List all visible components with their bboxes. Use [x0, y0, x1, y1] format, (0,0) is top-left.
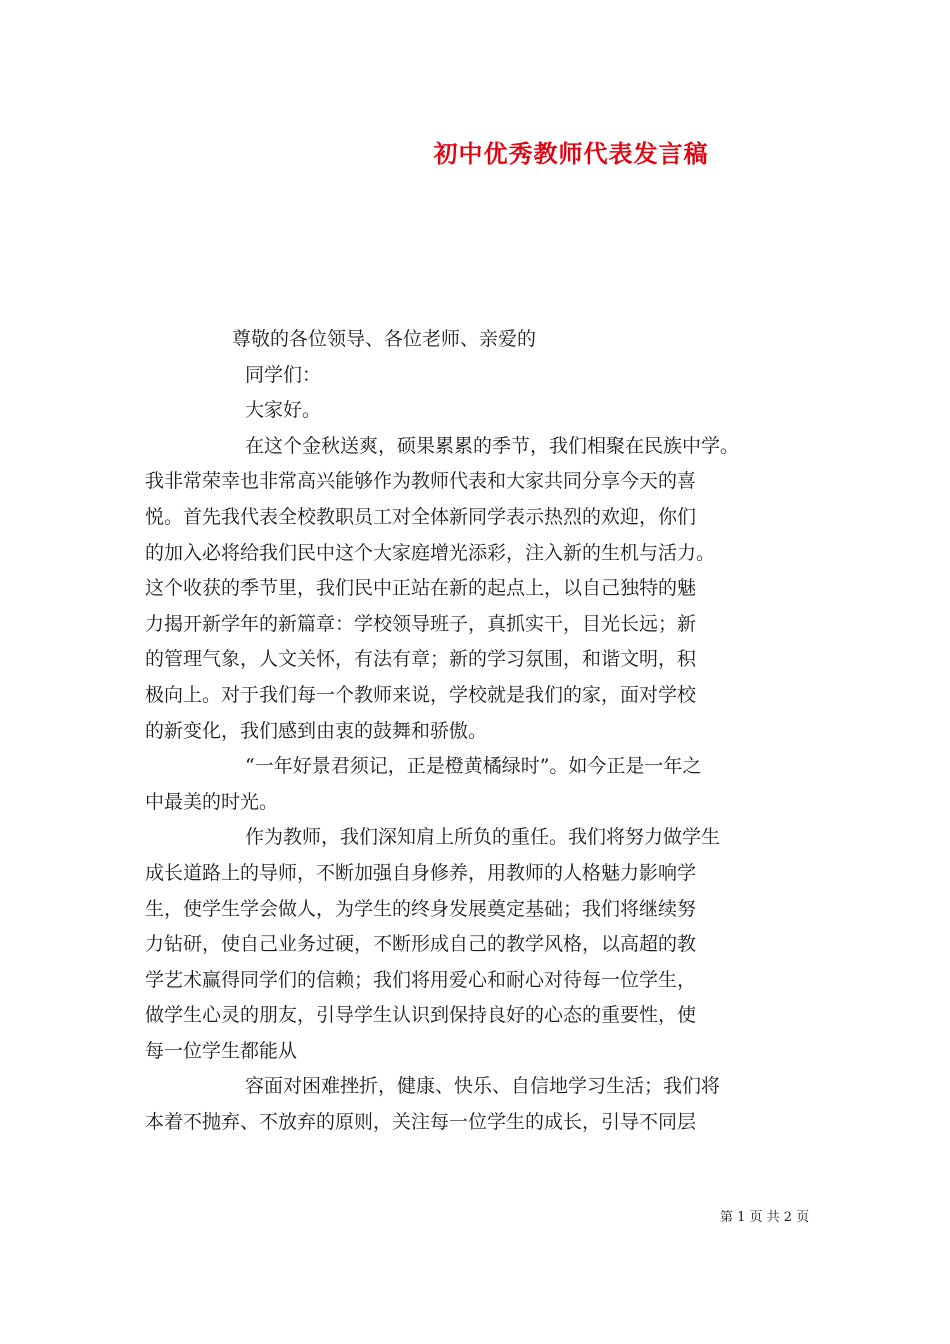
salutation-line: 尊敬的各位领导、各位老师、亲爱的 — [232, 328, 537, 350]
paragraph-line: 在这个金秋送爽，硕果累累的季节，我们相聚在民族中学。 — [245, 434, 740, 457]
paragraph-line: 中最美的时光。 — [145, 790, 279, 813]
paragraph-line: 每一位学生都能从 — [145, 1039, 298, 1062]
paragraph-line: 悦。首先我代表全校教职员工对全体新同学表示热烈的欢迎，你们 — [145, 505, 697, 528]
salutation-line: 同学们： — [245, 363, 322, 386]
paragraph-line: 我非常荣幸也非常高兴能够作为教师代表和大家共同分享今天的喜 — [145, 470, 697, 493]
paragraph-line: 生，使学生学会做人，为学生的终身发展奠定基础；我们将继续努 — [145, 897, 697, 920]
paragraph-line: 本着不抛弃、不放弃的原则，关注每一位学生的成长，引导不同层 — [145, 1111, 697, 1134]
paragraph-line: “一年好景君须记，正是橙黄橘绿时”。如今正是一年之 — [245, 755, 702, 778]
paragraph-line: 容面对困难挫折，健康、快乐、自信地学习生活；我们将 — [245, 1075, 721, 1098]
paragraph-line: 力揭开新学年的新篇章：学校领导班子，真抓实干，目光长远；新 — [145, 612, 697, 635]
paragraph-line: 的管理气象，人文关怀，有法有章；新的学习氛围，和谐文明，积 — [145, 648, 697, 671]
paragraph-line: 极向上。对于我们每一个教师来说，学校就是我们的家，面对学校 — [145, 683, 697, 706]
paragraph-line: 作为教师，我们深知肩上所负的重任。我们将努力做学生 — [245, 826, 721, 849]
page-indicator: 第 1 页 共 2 页 — [720, 1210, 810, 1225]
paragraph-line: 力钻研，使自己业务过硬，不断形成自己的教学风格，以高超的教 — [145, 933, 697, 956]
paragraph-line: 这个收获的季节里，我们民中正站在新的起点上，以自己独特的魅 — [145, 577, 697, 600]
paragraph-line: 的新变化，我们感到由衷的鼓舞和骄傲。 — [145, 719, 488, 742]
document-title: 初中优秀教师代表发言稿 — [433, 139, 709, 168]
paragraph-line: 成长道路上的导师，不断加强自身修养，用教师的人格魅力影响学 — [145, 861, 697, 884]
greeting-line: 大家好。 — [245, 399, 322, 422]
paragraph-line: 学艺术赢得同学们的信赖；我们将用爱心和耐心对待每一位学生， — [145, 968, 697, 991]
paragraph-line: 的加入必将给我们民中这个大家庭增光添彩，注入新的生机与活力。 — [145, 541, 716, 564]
document-body — [145, 322, 825, 1141]
paragraph-line: 做学生心灵的朋友，引导学生认识到保持良好的心态的重要性，使 — [145, 1004, 697, 1027]
